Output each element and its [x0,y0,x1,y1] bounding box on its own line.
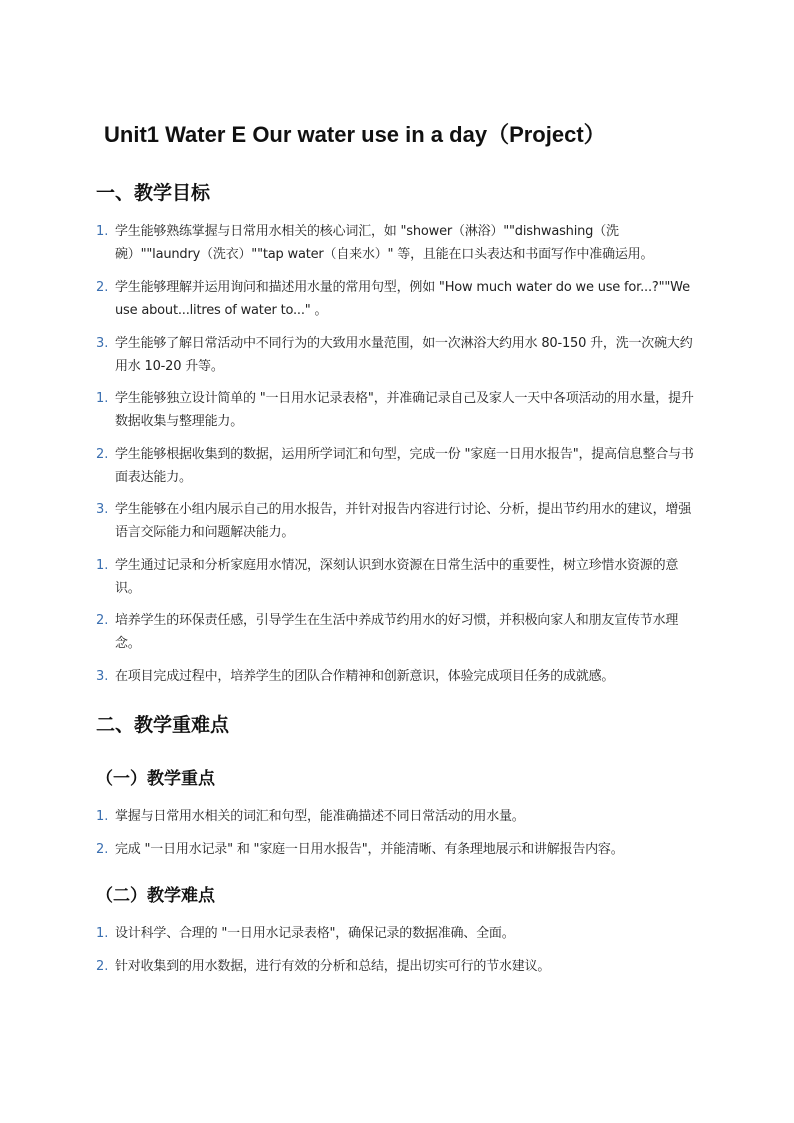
list-item-text: 在项目完成过程中，培养学生的团队合作精神和创新意识，体验完成项目任务的成就感。 [115,669,615,684]
list-number: 1. [96,809,109,824]
list-item [96,498,696,544]
list-item-text: 学生能够在小组内展示自己的用水报告，并针对报告内容进行讨论、分析，提出节约用水的建议，增强语言交际能力和问题解决能力。 [115,502,692,540]
list-item [96,443,696,489]
subsection-heading-difficulty: （二）教学难点 [96,886,215,906]
list-item [96,838,696,861]
list-item-text: 学生通过记录和分析家庭用水情况，深刻认识到水资源在日常生活中的重要性，树立珍惜水资源的意识。 [115,558,679,596]
list-item-text: 学生能够独立设计简单的 "一日用水记录表格"，并准确记录自己及家人一天中各项活动的用水量，提升数据收集与整理能力。 [115,391,694,429]
list-number: 3. [96,336,109,351]
section-heading-objectives: 一、教学目标 [96,182,211,204]
list-number: 2. [96,447,109,462]
list-item [96,609,696,655]
list-item [96,665,696,688]
list-number: 3. [96,669,109,684]
list-number: 1. [96,391,109,406]
list-number: 2. [96,280,109,295]
list-item-text: 针对收集到的用水数据，进行有效的分析和总结，提出切实可行的节水建议。 [115,959,551,974]
list-item-text: 学生能够理解并运用询问和描述用水量的常用句型，例如 "How much water do we use for...?""We use about...litres of water to..." 。 [115,280,690,318]
list-number: 2. [96,959,109,974]
list-item-text: 设计科学、合理的 "一日用水记录表格"，确保记录的数据准确、全面。 [115,926,515,941]
list-number: 1. [96,224,109,239]
subsection-heading-focus: （一）教学重点 [96,769,215,789]
list-item [96,554,696,600]
list-number: 1. [96,558,109,573]
list-item-text: 学生能够根据收集到的数据，运用所学词汇和句型，完成一份 "家庭一日用水报告"，提高信息整合与书面表达能力。 [115,447,694,485]
list-number: 1. [96,926,109,941]
section-heading-key-points: 二、教学重难点 [96,714,230,736]
document-title: Unit1 Water E Our water use in a day（Project） [104,122,606,147]
list-item [96,276,696,322]
list-item-text: 掌握与日常用水相关的词汇和句型，能准确描述不同日常活动的用水量。 [115,809,525,824]
list-item [96,955,696,978]
list-item [96,387,696,433]
list-number: 2. [96,842,109,857]
list-item [96,332,696,378]
list-item-text: 学生能够熟练掌握与日常用水相关的核心词汇，如 "shower（淋浴）""dishwashing（洗碗）""laundry（洗衣）""tap water（自来水）" 等，且能在口头表达和书面写作中准确运用。 [115,224,654,262]
list-item [96,220,696,266]
list-number: 3. [96,502,109,517]
list-item-text: 完成 "一日用水记录" 和 "家庭一日用水报告"，并能清晰、有条理地展示和讲解报告内容。 [115,842,624,857]
list-number: 2. [96,613,109,628]
list-item [96,922,696,945]
list-item-text: 培养学生的环保责任感，引导学生在生活中养成节约用水的好习惯，并积极向家人和朋友宣传节水理念。 [115,613,679,651]
list-item-text: 学生能够了解日常活动中不同行为的大致用水量范围，如一次淋浴大约用水 80-150 升，洗一次碗大约用水 10-20 升等。 [115,336,693,374]
list-item [96,805,696,828]
